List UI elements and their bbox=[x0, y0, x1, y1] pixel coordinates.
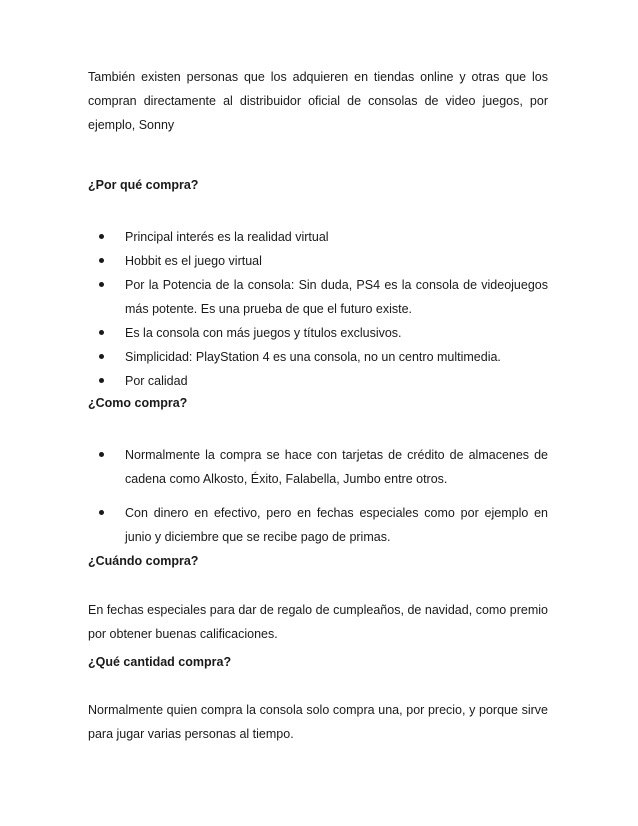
list-item-text: Por la Potencia de la consola: Sin duda, PS4 es la consola de videojuegos más potente. Es una prueba de que el futuro existe. bbox=[125, 278, 548, 316]
list-item-text: Normalmente la compra se hace con tarjetas de crédito de almacenes de cadena como Alkosto, Éxito, Falabella, Jumbo entre otros. bbox=[125, 448, 548, 486]
intro-paragraph: También existen personas que los adquieren en tiendas online y otras que los compran directamente al distribuidor oficial de consolas de video juegos, por ejemplo, Sonny bbox=[88, 70, 548, 132]
bullet-icon bbox=[99, 282, 104, 287]
list-item bbox=[88, 443, 548, 491]
list-item bbox=[88, 273, 548, 321]
bullet-icon bbox=[99, 258, 104, 263]
list-item bbox=[88, 345, 548, 369]
bullet-icon bbox=[99, 354, 104, 359]
list-item bbox=[88, 369, 548, 393]
bullet-icon bbox=[99, 510, 104, 515]
list-item-text: Por calidad bbox=[125, 374, 188, 388]
list-item-text: Principal interés es la realidad virtual bbox=[125, 230, 329, 244]
bullet-icon bbox=[99, 378, 104, 383]
list-item-text: Es la consola con más juegos y títulos exclusivos. bbox=[125, 326, 402, 340]
quantity-heading: ¿Qué cantidad compra? bbox=[88, 655, 232, 669]
list-item-text: Hobbit es el juego virtual bbox=[125, 254, 262, 268]
when-heading: ¿Cuándo compra? bbox=[88, 554, 199, 568]
list-item-text: Con dinero en efectivo, pero en fechas especiales como por ejemplo en junio y diciembre que se recibe pago de primas. bbox=[125, 506, 548, 544]
how-list bbox=[88, 443, 548, 549]
list-item bbox=[88, 249, 548, 273]
bullet-icon bbox=[99, 234, 104, 239]
bullet-icon bbox=[99, 452, 104, 457]
list-item bbox=[88, 321, 548, 345]
why-heading: ¿Por qué compra? bbox=[88, 178, 199, 192]
quantity-paragraph: Normalmente quien compra la consola solo compra una, por precio, y porque sirve para jugar varias personas al tiempo. bbox=[88, 703, 548, 741]
how-heading: ¿Como compra? bbox=[88, 396, 188, 410]
list-item bbox=[88, 225, 548, 249]
bullet-icon bbox=[99, 330, 104, 335]
list-item-text: Simplicidad: PlayStation 4 es una consola, no un centro multimedia. bbox=[125, 350, 501, 364]
why-list bbox=[88, 225, 548, 393]
list-item bbox=[88, 501, 548, 549]
when-paragraph: En fechas especiales para dar de regalo de cumpleaños, de navidad, como premio por obtener buenas calificaciones. bbox=[88, 603, 548, 641]
